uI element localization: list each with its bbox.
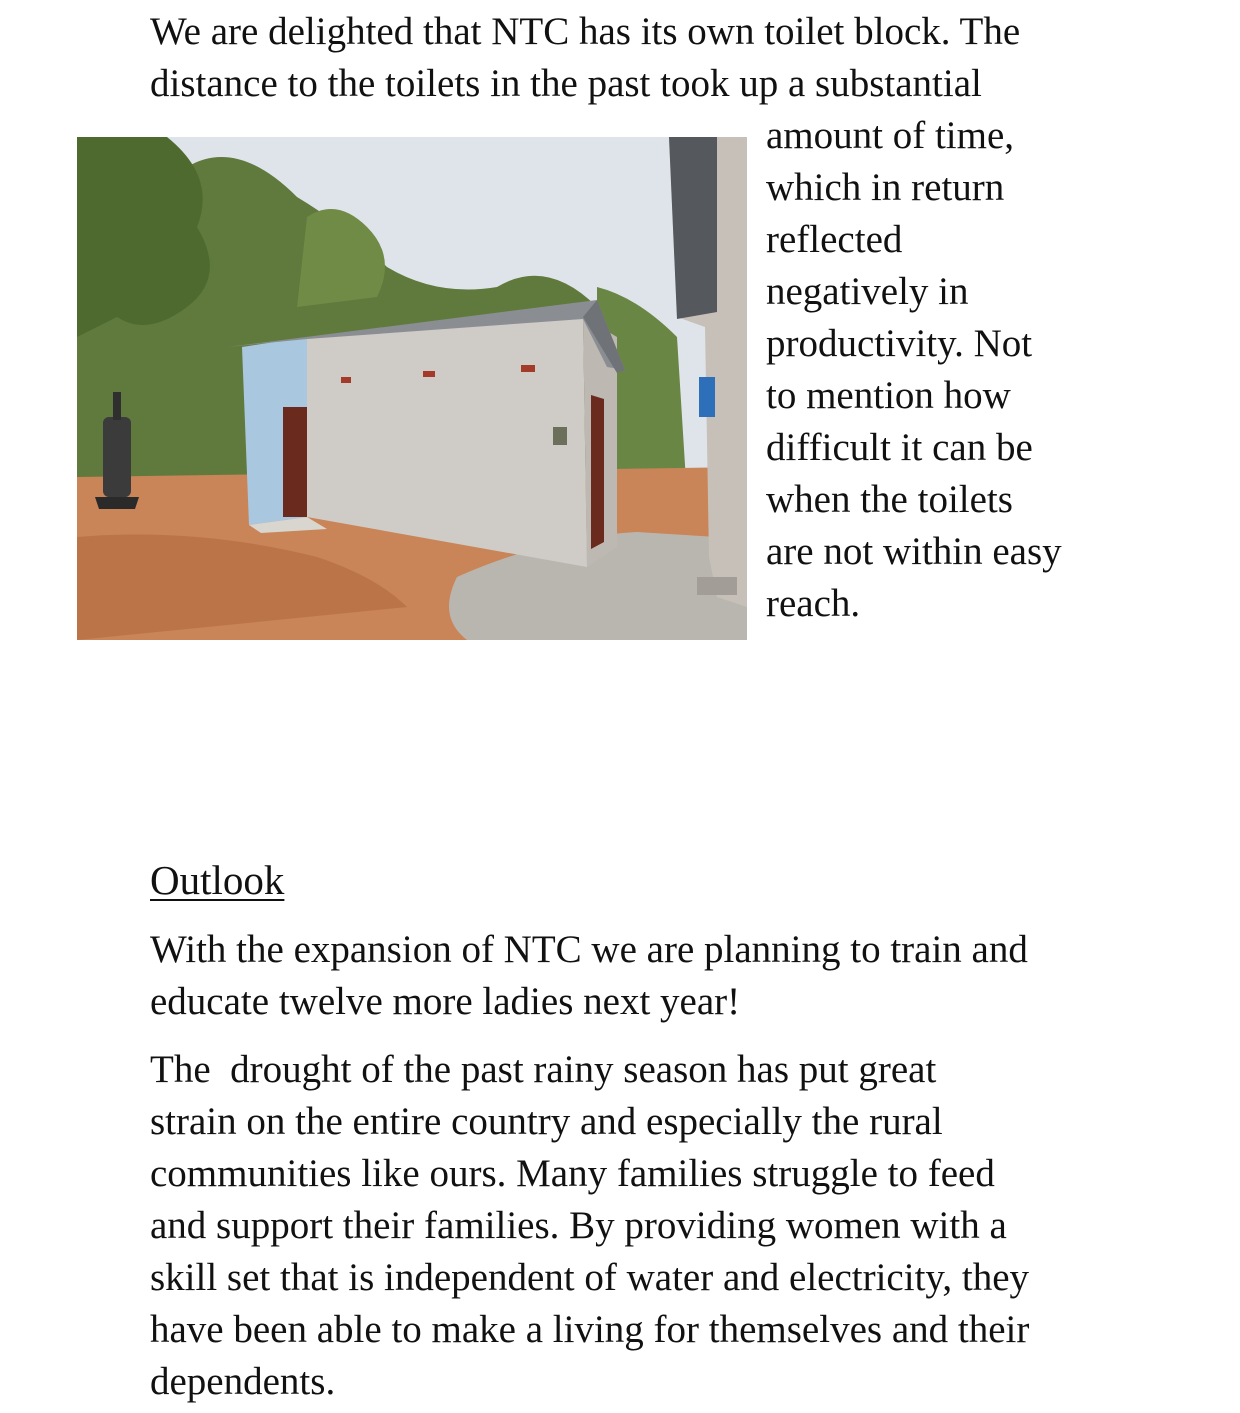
side-text-line-1: amount of time, — [766, 114, 1015, 157]
outlook-para2-line-5: skill set that is independent of water and electricity, they — [150, 1256, 1030, 1299]
side-text-line-8: when the toilets — [766, 478, 1013, 521]
outlook-heading: Outlook — [150, 857, 285, 903]
side-text-line-6: to mention how — [766, 374, 1011, 417]
intro-line-2: distance to the toilets in the past took up a substantial — [150, 62, 982, 105]
side-text-line-3: reflected — [766, 218, 903, 261]
outlook-para2-line-4: and support their families. By providing women with a — [150, 1204, 1007, 1247]
side-text-line-9: are not within easy — [766, 530, 1062, 573]
outlook-para1-line-2: educate twelve more ladies next year! — [150, 980, 741, 1023]
outlook-para2-line-2: strain on the entire country and especially the rural — [150, 1100, 943, 1143]
outlook-para2-line-3: communities like ours. Many families struggle to feed — [150, 1152, 995, 1195]
side-text-line-5: productivity. Not — [766, 322, 1033, 365]
outlook-para1-line-1: With the expansion of NTC we are planning to train and — [150, 928, 1028, 971]
side-text-line-2: which in return — [766, 166, 1005, 209]
side-text-line-7: difficult it can be — [766, 426, 1033, 469]
outlook-para2-line-6: have been able to make a living for themselves and their — [150, 1308, 1030, 1351]
outlook-para2-line-1: The drought of the past rainy season has put great — [150, 1048, 937, 1091]
side-text-line-10: reach. — [766, 582, 861, 625]
outlook-para2-line-7: dependents. — [150, 1360, 336, 1403]
toilet-block-photo — [77, 137, 747, 640]
side-text-line-4: negatively in — [766, 270, 969, 313]
intro-line-1: We are delighted that NTC has its own toilet block. The — [150, 10, 1021, 53]
